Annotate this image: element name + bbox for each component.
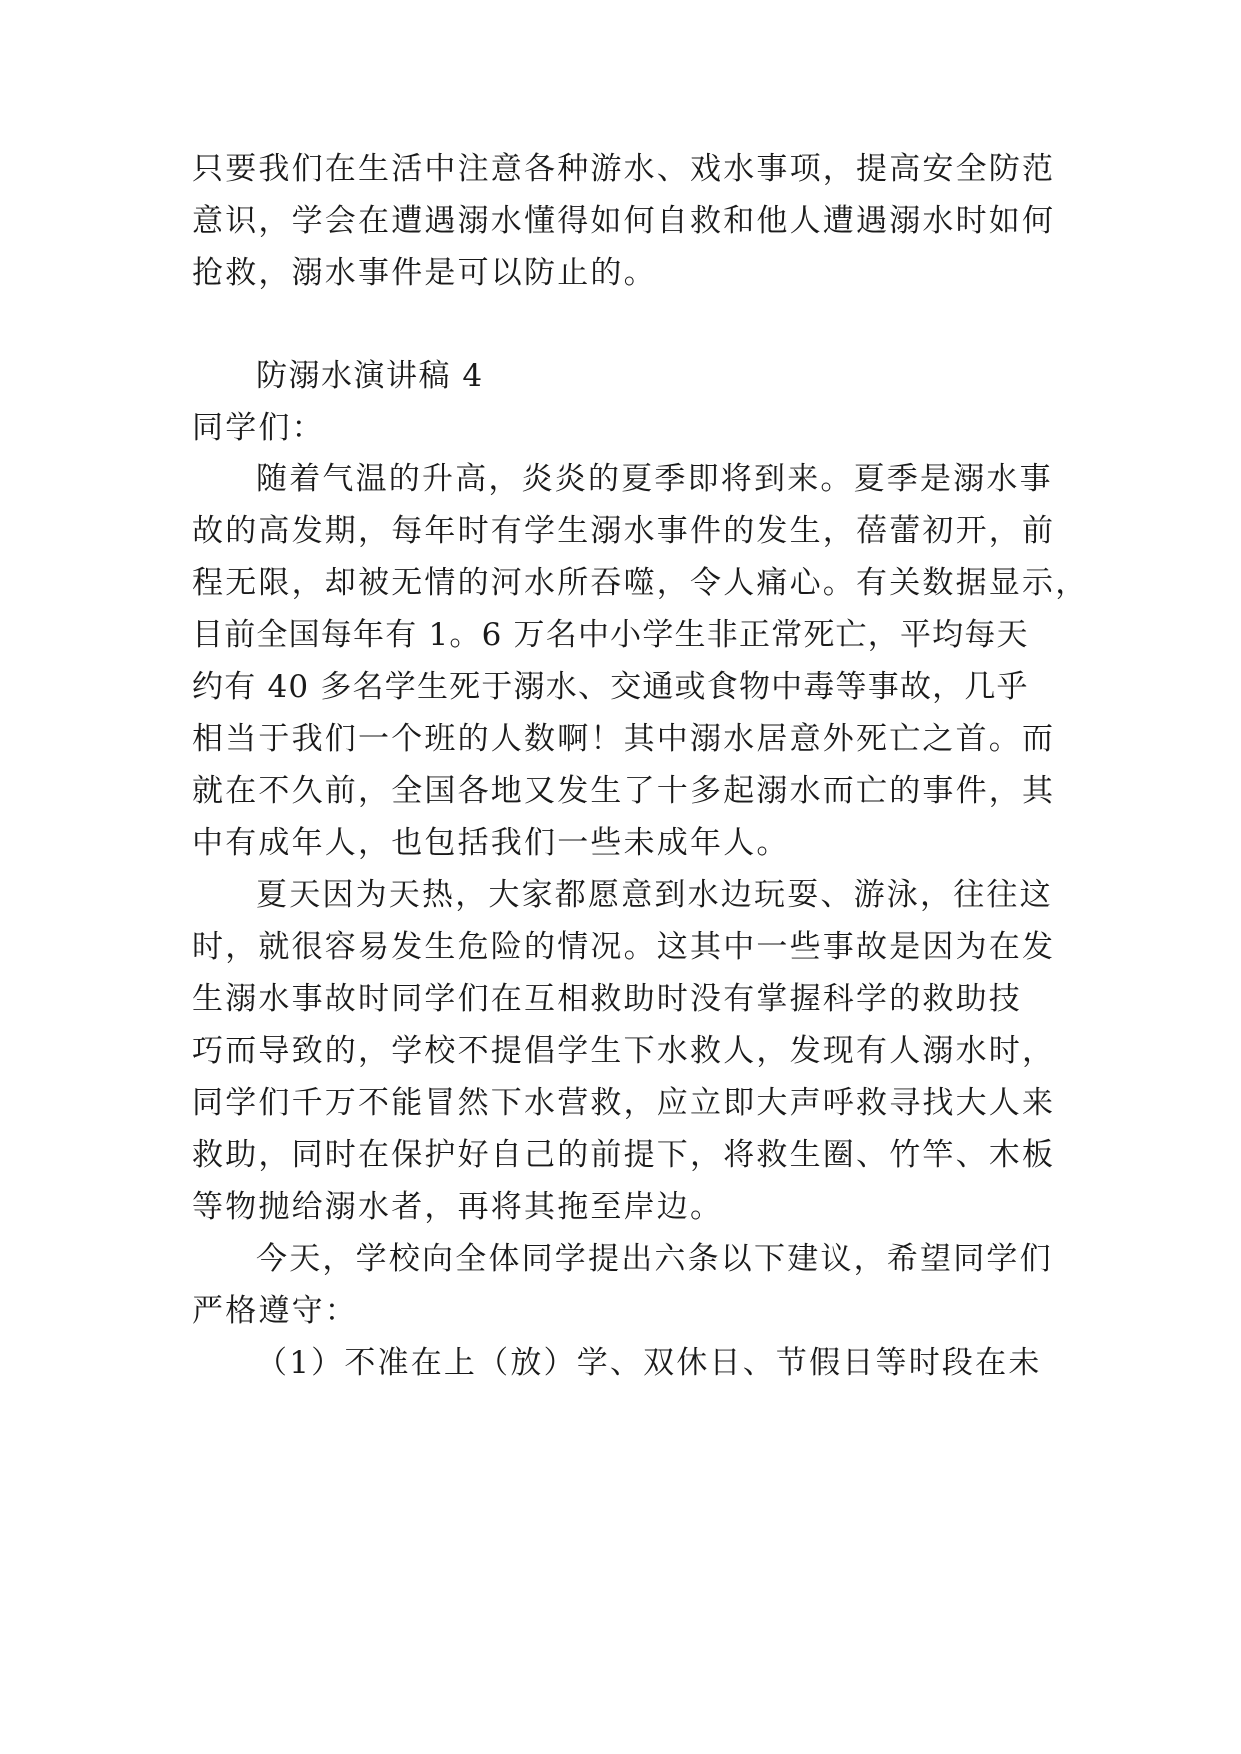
paragraph1-line-8: 中有成年人，也包括我们一些未成年人。 [192, 825, 790, 861]
salutation: 同学们： [192, 410, 325, 446]
paragraph1-line-1: 随着气温的升高，炎炎的夏季即将到来。夏季是溺水事 [256, 461, 1053, 497]
paragraph3-line-1: 今天，学校向全体同学提出六条以下建议，希望同学们 [256, 1241, 1053, 1277]
paragraph2-line-5: 同学们千万不能冒然下水营救，应立即大声呼救寻找大人来 [192, 1085, 1056, 1121]
intro-line-3: 抢救，溺水事件是可以防止的。 [192, 255, 657, 291]
paragraph3-line-2: 严格遵守： [192, 1293, 358, 1329]
paragraph2-line-4: 巧而导致的，学校不提倡学生下水救人，发现有人溺水时， [192, 1033, 1056, 1069]
paragraph2-line-3: 生溺水事故时同学们在互相救助时没有掌握科学的救助技 [192, 981, 1022, 1017]
list-item-1: （1）不准在上（放）学、双休日、节假日等时段在未 [256, 1345, 1042, 1381]
paragraph2-line-7: 等物抛给溺水者，再将其拖至岸边。 [192, 1189, 724, 1225]
paragraph2-line-6: 救助，同时在保护好自己的前提下，将救生圈、竹竿、木板 [192, 1137, 1056, 1173]
intro-line-1: 只要我们在生活中注意各种游水、戏水事项，提高安全防范 [192, 151, 1056, 187]
paragraph2-line-1: 夏天因为天热，大家都愿意到水边玩耍、游泳，往往这 [256, 877, 1053, 913]
paragraph1-line-6: 相当于我们一个班的人数啊！其中溺水居意外死亡之首。而 [192, 721, 1056, 757]
paragraph1-line-7: 就在不久前，全国各地又发生了十多起溺水而亡的事件，其 [192, 773, 1056, 809]
intro-line-2: 意识，学会在遭遇溺水懂得如何自救和他人遭遇溺水时如何 [192, 203, 1056, 239]
paragraph1-line-4: 目前全国每年有 1。6 万名中小学生非正常死亡，平均每天 [192, 617, 1029, 653]
paragraph1-line-3: 程无限，却被无情的河水所吞噬，令人痛心。有关数据显示， [192, 565, 1089, 601]
paragraph1-line-5: 约有 40 多名学生死于溺水、交通或食物中毒等事故，几乎 [192, 669, 1029, 705]
paragraph1-line-2: 故的高发期，每年时有学生溺水事件的发生，蓓蕾初开，前 [192, 513, 1056, 549]
paragraph2-line-2: 时，就很容易发生危险的情况。这其中一些事故是因为在发 [192, 929, 1056, 965]
section-title: 防溺水演讲稿 4 [256, 358, 484, 394]
